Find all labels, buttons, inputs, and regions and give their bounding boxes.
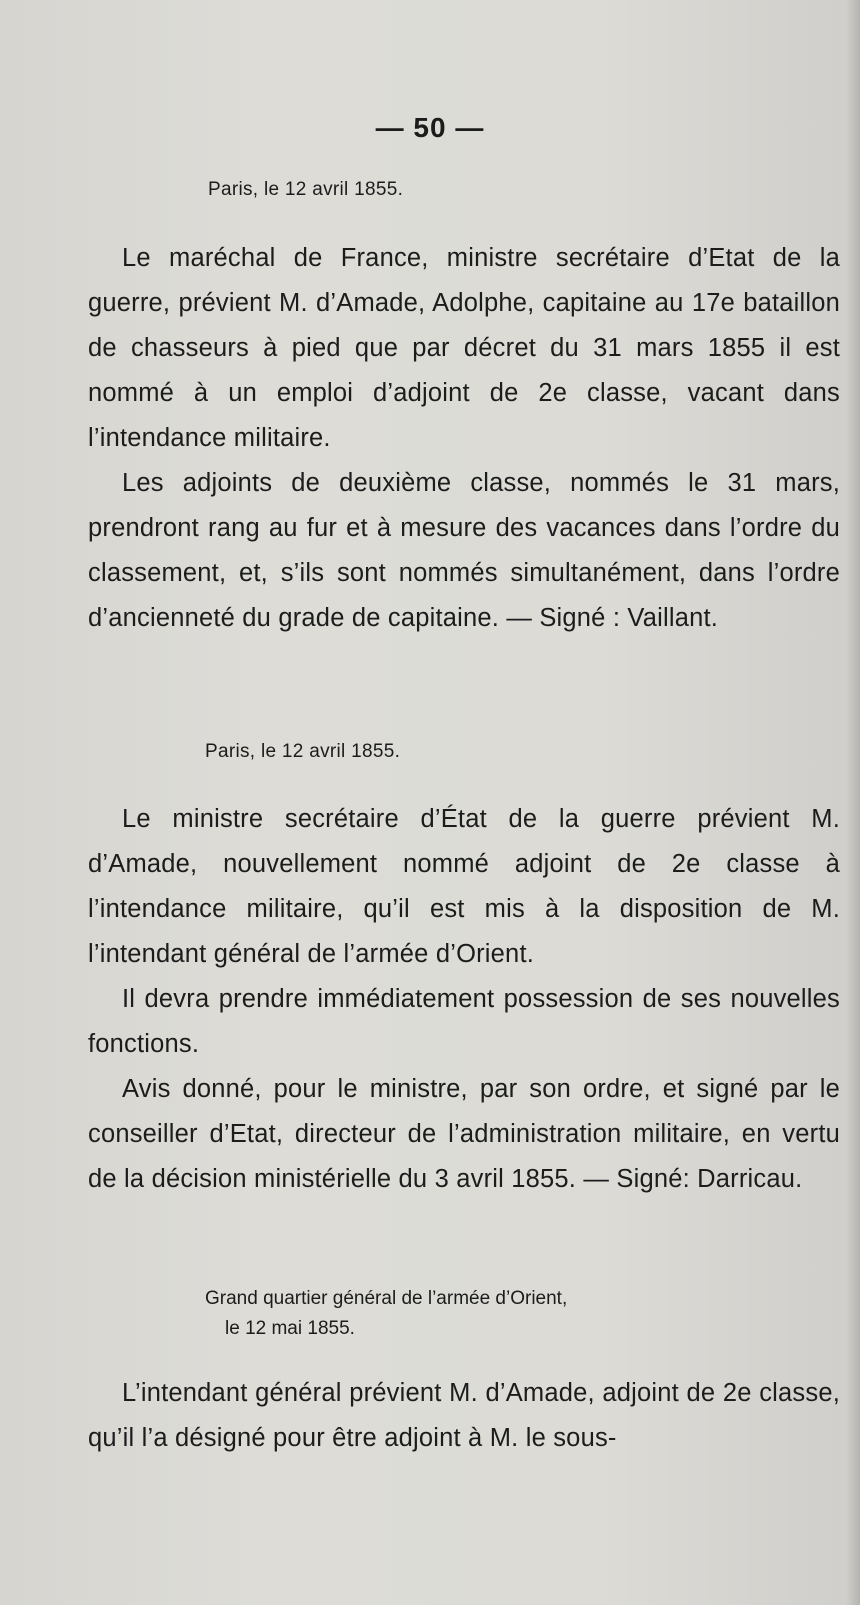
page-edge-shadow <box>846 0 860 1605</box>
page-number: — 50 — <box>375 112 485 143</box>
dateline-2: Paris, le 12 avril 1855. <box>205 741 401 762</box>
dateline-3-line-1: Grand quartier général de l’armée d’Orient, <box>205 1288 568 1309</box>
letter-2-paragraph-1: Le ministre secrétaire d’État de la guerre prévient M. d’Amade, nouvellement nommé adjoint de 2e classe à l’intendance militaire, qu’il est mis à la disposition de M. l’intendant général de l’armée d’Orient. <box>88 805 840 968</box>
letter-2-paragraph-3: Avis donné, pour le ministre, par son ordre, et signé par le conseiller d’Etat, directeur de l’administration militaire, en vertu de la décision ministérielle du 3 avril 1855. — Signé: Darricau. <box>88 1075 840 1193</box>
dateline-3 <box>205 1284 765 1344</box>
letter-2-paragraph-2: Il devra prendre immédiatement possession de ses nouvelles fonctions. <box>88 985 840 1058</box>
dateline-3-line-2: le 12 mai 1855. <box>225 1318 355 1339</box>
letter-3-paragraph-1: L’intendant général prévient M. d’Amade, adjoint de 2e classe, qu’il l’a désigné pour être adjoint à M. le sous- <box>88 1379 840 1452</box>
letter-1-paragraph-2: Les adjoints de deuxième classe, nommés le 31 mars, prendront rang au fur et à mesure des vacances dans l’ordre du classement, et, s’ils sont nommés simultanément, dans l’ordre d’ancienneté du grade de capitaine. — Signé : Vaillant. <box>88 469 840 632</box>
letter-1-body <box>88 236 840 641</box>
letter-1-paragraph-1: Le maréchal de France, ministre secrétaire d’Etat de la guerre, prévient M. d’Amade, Adolphe, capitaine au 17e bataillon de chasseurs à pied que par décret du 31 mars 1855 il est nommé à un emploi d’adjoint de 2e classe, vacant dans l’intendance militaire. <box>88 244 840 452</box>
dateline-1: Paris, le 12 avril 1855. <box>208 179 404 200</box>
letter-2-body <box>88 797 840 1202</box>
letter-3-body <box>88 1371 840 1461</box>
